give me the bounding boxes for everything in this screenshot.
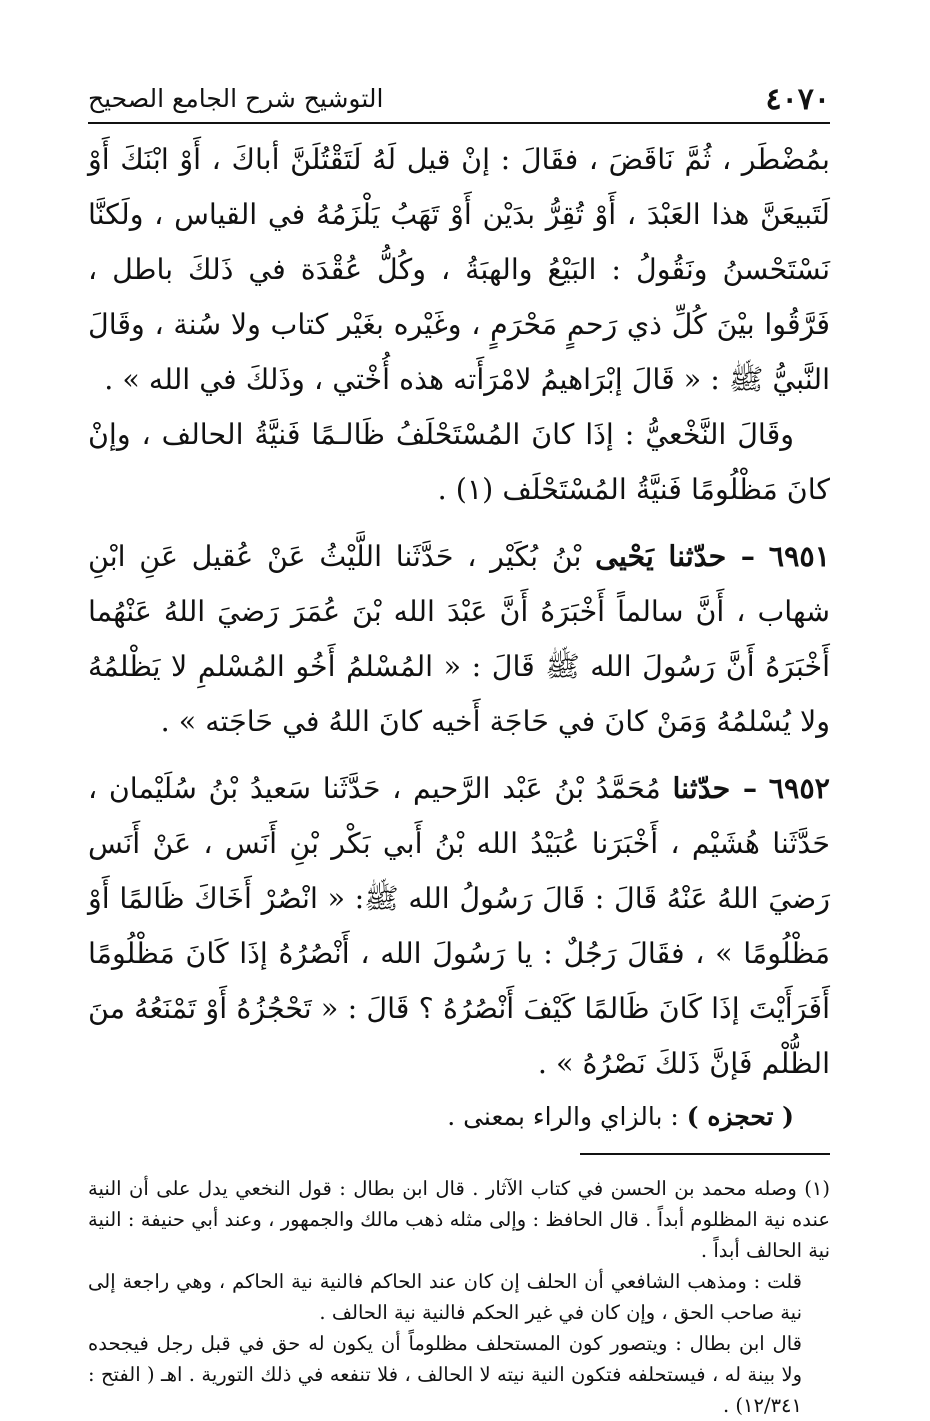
hadith-dash: – bbox=[730, 771, 758, 805]
hadith-6951 bbox=[88, 529, 830, 749]
footnotes bbox=[88, 1173, 830, 1421]
gloss-text: : بالزاي والراء بمعنى . bbox=[447, 1102, 687, 1131]
gloss-note bbox=[88, 1091, 830, 1143]
gloss-term: ( تحجزه ) bbox=[686, 1102, 794, 1131]
intro-paragraph: وقَالَ النَّخْعيُّ : إذَا كانَ المُسْتَحْلَفُ ظَالـمًا فَنيَّةُ الحالف ، وإنْ كانَ مَظْلُومًا فَنيَّةُ المُسْتَحْلَف (١) . bbox=[88, 418, 830, 506]
page-header bbox=[88, 78, 830, 124]
book-page bbox=[88, 78, 830, 1421]
hadith-opening: حدّثنا bbox=[672, 771, 731, 805]
running-title: التوشيح شرح الجامع الصحيح bbox=[88, 84, 384, 113]
intro-paragraph: بمُضْطَر ، ثُمَّ نَاقَضَ ، فقَالَ : إنْ قيل لَهُ لَتَقْتُلَنَّ أباكَ ، أَوْ ابْنَكَ أَوْ لَتَبيعَنَّ هذا العَبْدَ ، أَوْ تُقِرُّ بدَيْن أَوْ تَهَبُ يَلْزَمُهُ في القياس ، ولَكنَّا نَسْتَحْسنُ ونَقُولُ : البَيْعُ والهبَةُ ، وكُلُّ عُقْدَة في ذَلكَ باطل ، فَرَّقُوا بيْنَ كُلِّ ذي رَحمٍ مَحْرَمٍ ، وغَيْره بغَيْر كتاب ولا سُنة ، وقَالَ النَّبيُّ ﷺ : « قَالَ إبْرَاهيمُ لامْرَأَته هذه أُخْتي ، وذَلكَ في الله » . bbox=[88, 143, 830, 396]
hadith-text: مُحَمَّدُ بْنُ عَبْد الرَّحيم ، حَدَّثَنا سَعيدُ بْنُ سُلَيْمان ، حَدَّثَنا هُشَيْم ، أَخْبَرَنا عُبَيْدُ الله بْنُ أَبي بَكْر بْنِ أَنَس ، عَنْ أَنَس رَضيَ اللهُ عَنْهُ قَالَ : قَالَ رَسُولُ الله ﷺ: « انْصُرْ أَخَاكَ ظَالمًا أَوْ مَظْلُومًا » ، فقَالَ رَجُلٌ : يا رَسُولَ الله ، أَنْصُرُهُ إذَا كَانَ مَظْلُومًا أَفَرَأَيْتَ إذَا كَانَ ظَالمًا كَيْفَ أَنْصُرُهُ ؟ قَالَ : « تَحْجُزُهُ أَوْ تَمْنَعُهُ منَ الظُّلْم فَإنَّ ذَلكَ نَصْرُهُ » . bbox=[88, 772, 830, 1080]
hadith-opening: حدّثنا يَحْيى bbox=[595, 539, 727, 573]
footnote-divider bbox=[580, 1153, 830, 1155]
hadith-number: ٦٩٥٢ bbox=[768, 771, 830, 805]
footnote-1-continued: قال ابن بطال : ويتصور كون المستحلف مظلوماً أن يكون له حق في قبل رجل فيجحده ولا بينة له ، فيستحلفه فتكون النية نيته لا الحالف ، فلا تنفعه في ذلك التورية . اهـ ( الفتح : ١٢/٣٤١) . bbox=[88, 1332, 802, 1417]
hadith-dash: – bbox=[726, 539, 756, 573]
page-number: ٤٠٧٠ bbox=[765, 82, 830, 117]
footnote-1-continued: قلت : ومذهب الشافعي أن الحلف إن كان عند الحاكم فالنية نية الحاكم ، وهي راجعة إلى نية صاحب الحق ، وإن كان في غير الحكم فالنية نية الحالف . bbox=[88, 1270, 802, 1324]
hadith-text: بْنُ بُكَيْر ، حَدَّثَنا اللَّيْثُ عَنْ عُقيل عَنِ ابْنِ شهاب ، أَنَّ سالماً أَخْبَرَهُ أَنَّ عَبْدَ الله بْنَ عُمَرَ رَضيَ اللهُ عَنْهُما أَخْبَرَهُ أَنَّ رَسُولَ الله ﷺ قَالَ : « المُسْلمُ أَخُو المُسْلمِ لا يَظْلمُهُ ولا يُسْلمُهُ وَمَنْ كانَ في حَاجَة أَخيه كانَ اللهُ في حَاجَته » . bbox=[88, 540, 830, 738]
footnote-1: (١) وصله محمد بن الحسن في كتاب الآثار . قال ابن بطال : قول النخعي يدل على أن النية عنده نية المظلوم أبداً . قال الحافظ : وإلى مثله ذهب مالك والجمهور ، وعند أبي حنيفة : النية نية الحالف أبداً . bbox=[88, 1177, 830, 1262]
hadith-6952 bbox=[88, 761, 830, 1091]
main-text bbox=[88, 132, 830, 1143]
hadith-number: ٦٩٥١ bbox=[768, 539, 831, 573]
